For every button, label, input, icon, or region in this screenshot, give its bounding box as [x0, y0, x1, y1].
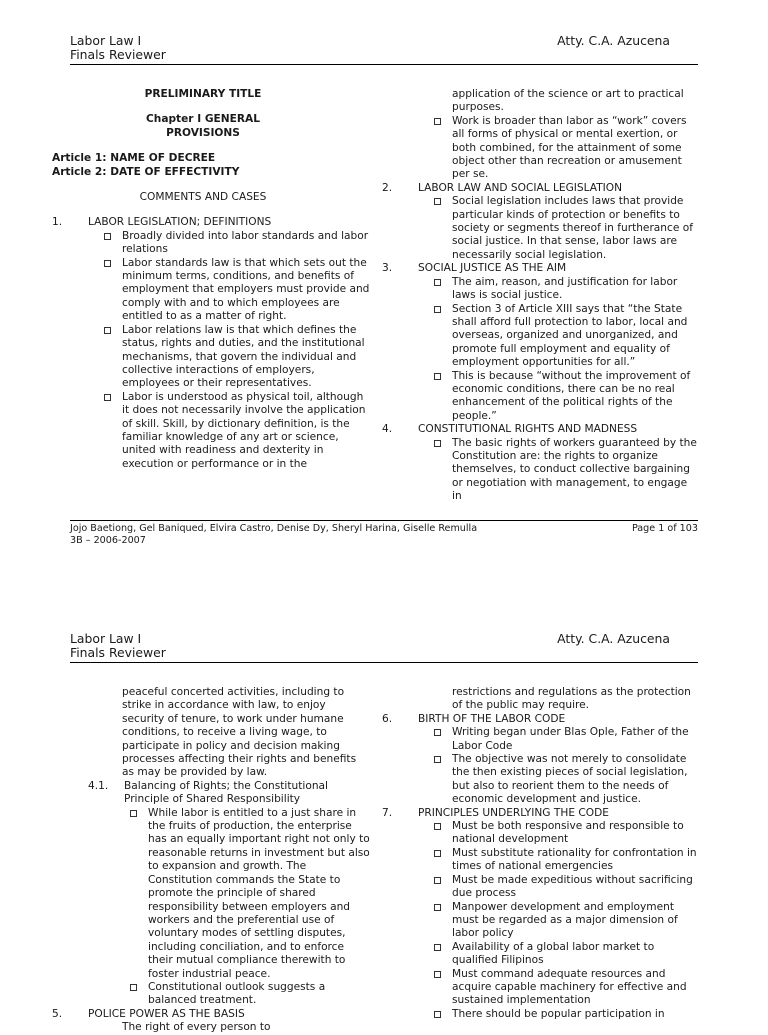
list-item: There should be popular participation in — [434, 1008, 700, 1021]
column-right — [382, 686, 700, 1021]
list-item: This is because “without the improvement of economic conditions, there can be no real enhancement of the political rights of the people.” — [434, 370, 700, 424]
square-bullet-icon — [434, 306, 441, 313]
article-2: Article 2: DATE OF EFFECTIVITY — [52, 165, 240, 178]
list-item: Manpower development and employment must be regarded as a major dimension of labor policy — [434, 901, 700, 941]
section-heading: 3. SOCIAL JUSTICE AS THE AIM — [382, 262, 567, 275]
header-course: Labor Law I — [70, 631, 142, 646]
section-heading: 6. BIRTH OF THE LABOR CODE — [382, 712, 566, 725]
header-author: Atty. C.A. Azucena — [557, 631, 670, 646]
list-item: Availability of a global labor market to qualified Filipinos — [434, 941, 700, 968]
preliminary-title: PRELIMINARY TITLE — [144, 88, 262, 100]
square-bullet-icon — [434, 373, 441, 380]
list-item: Must command adequate resources and acquire capable machinery for effective and sustained implementation — [434, 968, 700, 1008]
subsection-heading: 4.1. Balancing of Rights; the Constitutional Principle of Shared Responsibility — [88, 779, 328, 806]
column-left — [52, 686, 370, 1035]
continued-text: application of the science or art to practical purposes. — [452, 88, 684, 114]
square-bullet-icon — [434, 279, 441, 286]
continued-text: peaceful concerted activities, including to strike in accordance with law, to enjoy security of tenure, to work under humane conditions, to receive a living wage, to participate in policy and decision making processes affecting their rights and benefits as may be provided by law. — [122, 686, 357, 779]
bullet-list — [104, 230, 370, 471]
chapter-title-line1: Chapter I GENERAL — [146, 113, 260, 126]
list-item: Writing began under Blas Ople, Father of the Labor Code — [434, 726, 700, 753]
page-number: Page 1 of 103 — [631, 523, 698, 534]
continued-text: The right of every person to — [122, 1021, 271, 1034]
header-subtitle: Finals Reviewer — [70, 645, 166, 660]
list-item: Must be both responsive and responsible to national development — [434, 820, 700, 847]
list-item: Work is broader than labor as “work” covers all forms of physical or mental exertion, or both combined, for the attainment of some object other than recreation or amusement per se. — [434, 115, 700, 182]
section-heading: 4. CONSTITUTIONAL RIGHTS AND MADNESS — [382, 423, 638, 436]
section-heading: 5. POLICE POWER AS THE BASIS — [52, 1007, 245, 1020]
list-item: Labor is understood as physical toil, although it does not necessarily involve the application of skill. Skill, by dictionary definition, is the familiar knowledge of any art or science, united with readiness and dexterity in execution or performance or in the — [104, 391, 370, 471]
square-bullet-icon — [434, 944, 441, 951]
list-item: Constitutional outlook suggests a balanced treatment. — [130, 981, 370, 1008]
header-course: Labor Law I — [70, 33, 142, 48]
article-1: Article 1: NAME OF DECREE — [52, 152, 216, 165]
square-bullet-icon — [104, 233, 111, 240]
page-header — [70, 632, 698, 663]
section-heading: 2. LABOR LAW AND SOCIAL LEGISLATION — [382, 181, 623, 194]
column-right — [382, 88, 700, 504]
header-author: Atty. C.A. Azucena — [557, 33, 670, 48]
list-item: Labor relations law is that which defines the status, rights and duties, and the institutional mechanisms, that govern the individual and collective interactions of employers, employees or their representatives. — [104, 324, 370, 391]
list-item: Labor standards law is that which sets out the minimum terms, conditions, and benefits of employment that employers must provide and comply with and to which employees are entitled to as a matter of right. — [104, 257, 370, 324]
list-item: The basic rights of workers guaranteed by the Constitution are: the rights to organize themselves, to conduct collective bargaining or negotiation with management, to engage in — [434, 437, 700, 504]
square-bullet-icon — [434, 198, 441, 205]
square-bullet-icon — [434, 971, 441, 978]
square-bullet-icon — [130, 810, 137, 817]
square-bullet-icon — [434, 1011, 441, 1018]
list-item: The aim, reason, and justification for labor laws is social justice. — [434, 276, 700, 303]
square-bullet-icon — [434, 877, 441, 884]
footer-section: 3B – 2006-2007 — [70, 534, 146, 546]
square-bullet-icon — [434, 850, 441, 857]
continued-text: restrictions and regulations as the protection of the public may require. — [452, 686, 691, 712]
column-left — [52, 88, 370, 471]
footer-authors: Jojo Baetiong, Gel Baniqued, Elvira Castro, Denise Dy, Sheryl Harina, Giselle Remulla — [70, 523, 478, 534]
list-item: While labor is entitled to a just share in the fruits of production, the enterprise has an equally important right not only to reasonable returns in investment but also to expansion and growth. The Constitution commands the State to promote the principle of shared responsibility between employers and workers and the preferential use of voluntary modes of settling disputes, including conciliation, and to enforce their mutual compliance therewith to foster industrial peace. — [130, 807, 370, 981]
square-bullet-icon — [130, 984, 137, 991]
square-bullet-icon — [434, 756, 441, 763]
list-item: Social legislation includes laws that provide particular kinds of protection or benefits to society or segments thereof in furtherance of social justice. In that sense, labor laws are necessarily social legislation. — [434, 195, 700, 262]
chapter-title-line2: PROVISIONS — [166, 126, 240, 139]
square-bullet-icon — [434, 118, 441, 125]
list-item: The objective was not merely to consolidate the then existing pieces of social legislation, but also to reorient them to the needs of economic development and justice. — [434, 753, 700, 807]
comments-heading: COMMENTS AND CASES — [139, 191, 267, 204]
list-item: Broadly divided into labor standards and labor relations — [104, 230, 370, 257]
square-bullet-icon — [104, 327, 111, 334]
section-heading: 1. LABOR LEGISLATION; DEFINITIONS — [52, 216, 272, 229]
header-subtitle: Finals Reviewer — [70, 47, 166, 62]
square-bullet-icon — [434, 440, 441, 447]
square-bullet-icon — [434, 729, 441, 736]
section-heading: 7. PRINCIPLES UNDERLYING THE CODE — [382, 806, 609, 819]
page-header — [70, 34, 698, 65]
list-item: Must be made expeditious without sacrificing due process — [434, 874, 700, 901]
square-bullet-icon — [434, 904, 441, 911]
document-page-2 — [0, 598, 768, 1034]
list-item: Section 3 of Article XIII says that “the State shall afford full protection to labor, local and overseas, organized and unorganized, and promote full employment and equality of employment opportunities for all.” — [434, 303, 700, 370]
list-item: Must substitute rationality for confrontation in times of national emergencies — [434, 847, 700, 874]
square-bullet-icon — [434, 823, 441, 830]
page-footer — [70, 520, 698, 546]
square-bullet-icon — [104, 260, 111, 267]
square-bullet-icon — [104, 394, 111, 401]
